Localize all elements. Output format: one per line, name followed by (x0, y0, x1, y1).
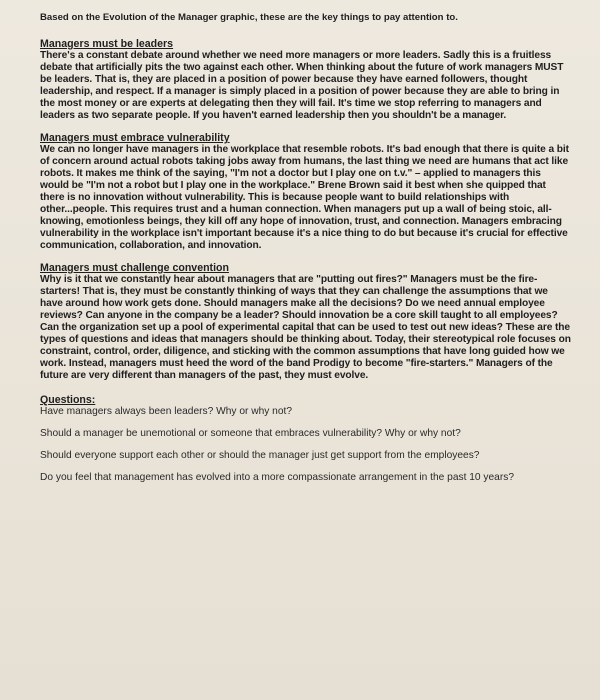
section-body: Why is it that we constantly hear about managers that are "putting out fires?" Managers must be the fire-starters! That is, they must be constantly thinking of ways that they can challenge the assumptions that we have around how work gets done. Should managers make all the decisions? Do we need annual employee reviews? Can anyone in the company be a leader? Should innovation be a core skill taught to all employees? Can the organization set up a pool of experimental capital that can be used to test out new ideas? These are the types of questions and ideas that managers should be thinking about. Today, their stereotypical role focuses on constraint, control, order, diligence, and sticking with the common assumptions that have long guided how we work. Instead, managers must heed the word of the band Prodigy to become "fire-starters." Managers of the future are very different than managers of the past, they must evolve. (40, 274, 571, 381)
section-body: We can no longer have managers in the workplace that resemble robots. It's bad enough that there is quite a bit of concern around actual robots taking jobs away from humans, the last thing we need are humans that act like robots. It makes me think of the saying, "I'm not a doctor but I play one on t.v." – applied to managers this would be "I'm not a robot but I play one in the workplace." Brene Brown said it best when she quipped that there is no innovation without vulnerability. This is because people want to build relationships with other...people. This requires trust and a human connection. When managers put up a wall of being stoic, all-knowing, emotionless beings, they kill off any hope of innovation, trust, and connection. Managers embracing vulnerability in the workplace isn't important because it's a nice thing to do but because it's crucial for effective communication, collaboration, and innovation. (40, 144, 569, 251)
questions-heading: Questions: (40, 394, 96, 406)
section-heading: Managers must be leaders (40, 38, 174, 50)
question-item: Should a manager be unemotional or someone that embraces vulnerability? Why or why not? (40, 428, 461, 439)
section-body: There's a constant debate around whether we need more managers or more leaders. Sadly this is a fruitless debate that artificially pits the two against each other. When thinking about the future of work managers MUST be leaders. That is, they are placed in a position of power because they have earned followers, thought leadership, and respect. If a manager is simply placed in a position of power because they are able to bring in the most money or are experts at delegating then they will fail. It's time we stop referring to managers and leaders as two separate people. If you haven't earned leadership then you shouldn't be a manager. (40, 50, 564, 121)
section-vulnerability (40, 132, 572, 252)
section-leaders (40, 38, 572, 122)
question-item: Have managers always been leaders? Why or why not? (40, 406, 292, 417)
section-heading: Managers must embrace vulnerability (40, 132, 230, 144)
question-item: Should everyone support each other or should the manager just get support from the employees? (40, 450, 480, 461)
section-convention (40, 262, 572, 382)
question-item: Do you feel that management has evolved into a more compassionate arrangement in the past 10 years? (40, 472, 514, 483)
intro-text: Based on the Evolution of the Manager graphic, these are the key things to pay attention to. (40, 12, 458, 23)
section-heading: Managers must challenge convention (40, 262, 229, 274)
